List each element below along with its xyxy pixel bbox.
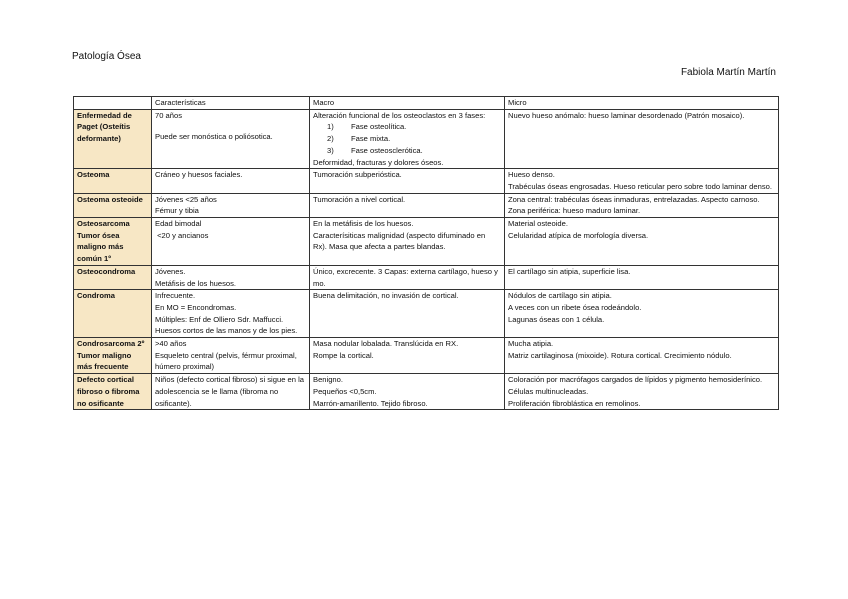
list-item: 3) Fase osteosclerótica. (327, 145, 423, 155)
table-row (74, 374, 779, 410)
row-header: Osteoma (74, 169, 152, 193)
cell-micro: Hueso denso. Trabéculas óseas engrosadas. Hueso reticular pero sobre todo laminar denso. (505, 169, 779, 193)
cell-caracteristicas: Cráneo y huesos faciales. (152, 169, 310, 193)
cell-micro: Coloración por macrófagos cargados de lípidos y pigmento hemosiderínico. Células multinucleadas. Proliferación fibroblástica en remolinos. (505, 374, 779, 410)
row-header: Defecto cortical fibroso o fibroma no osificante (74, 374, 152, 410)
pathology-table (73, 96, 779, 410)
header-micro: Micro (505, 97, 779, 110)
table-row (74, 193, 779, 217)
cell-micro: Nuevo hueso anómalo: hueso laminar desordenado (Patrón mosaico). (505, 109, 779, 169)
cell-macro: Buena delimitación, no invasión de cortical. (310, 290, 505, 338)
cell-caracteristicas: Jóvenes. Metáfisis de los huesos. (152, 265, 310, 289)
table-row (74, 338, 779, 374)
row-header: Condroma (74, 290, 152, 338)
list-item: 2) Fase mixta. (327, 134, 391, 144)
header-empty (74, 97, 152, 110)
row-header: Condrosarcoma 2º Tumor maligno más frecuente (74, 338, 152, 374)
header-caracteristicas: Características (152, 97, 310, 110)
cell-macro: Único, excrecente. 3 Capas: externa cartílago, hueso y mo. (310, 265, 505, 289)
cell-micro: El cartílago sin atipia, superficie lisa. (505, 265, 779, 289)
document-author: Fabiola Martín Martín (680, 67, 776, 78)
cell-micro: Material osteoide. Celularidad atípica de morfología diversa. (505, 218, 779, 266)
cell-macro: Tumoración a nivel cortical. (310, 193, 505, 217)
table-row (74, 109, 779, 169)
row-header: Osteosarcoma Tumor ósea maligno más común 1º (74, 218, 152, 266)
cell-caracteristicas: Edad bimodal <20 y ancianos (152, 218, 310, 266)
cell-macro: Masa nodular lobalada. Translúcida en RX. Rompe la cortical. (310, 338, 505, 374)
header-macro: Macro (310, 97, 505, 110)
table-row (74, 290, 779, 338)
cell-caracteristicas: Infrecuente. En MO = Encondromas. Múltiples: Enf de Olliero Sdr. Maffucci. Huesos cortos de las manos y de los pies. (152, 290, 310, 338)
document-title: Patología Ósea (72, 51, 141, 62)
row-header: Enfermedad de Paget (Osteítis deformante) (74, 109, 152, 169)
cell-caracteristicas: Niños (defecto cortical fibroso) si sigue en la adolescencia se le llama (fibroma no osificante). (152, 374, 310, 410)
cell-macro: Benigno. Pequeños <0,5cm. Marrón-amarillento. Tejido fibroso. (310, 374, 505, 410)
cell-macro: En la metáfisis de los huesos. Caracterísiticas malignidad (aspecto difuminado en Rx). Masa que afecta a partes blandas. (310, 218, 505, 266)
cell-macro: Tumoración subperióstica. (310, 169, 505, 193)
list-item: 1) Fase osteolítica. (327, 122, 407, 132)
cell-caracteristicas: Jóvenes <25 años Fémur y tibia (152, 193, 310, 217)
table-header-row (74, 97, 779, 110)
cell-macro: Alteración funcional de los osteoclastos en 3 fases: 1) Fase osteolítica. 2) Fase mixta. 3) Fase osteosclerótica. Deformidad, fracturas y dolores óseos. (310, 109, 505, 169)
row-header: Osteoma osteoide (74, 193, 152, 217)
table-row (74, 265, 779, 289)
cell-caracteristicas: 70 años Puede ser monóstica o poliósotica. (152, 109, 310, 169)
cell-micro: Zona central: trabéculas óseas inmaduras, entrelazadas. Aspecto carnoso. Zona periférica: hueso maduro laminar. (505, 193, 779, 217)
cell-micro: Mucha atipia. Matriz cartilaginosa (mixoide). Rotura cortical. Crecimiento nódulo. (505, 338, 779, 374)
cell-caracteristicas: >40 años Esqueleto central (pelvis, férmur proximal, húmero proximal) (152, 338, 310, 374)
cell-micro: Nódulos de cartílago sin atipia. A veces con un ribete ósea rodeándolo. Lagunas óseas con 1 célula. (505, 290, 779, 338)
table-row (74, 218, 779, 266)
table-row (74, 169, 779, 193)
row-header: Osteocondroma (74, 265, 152, 289)
